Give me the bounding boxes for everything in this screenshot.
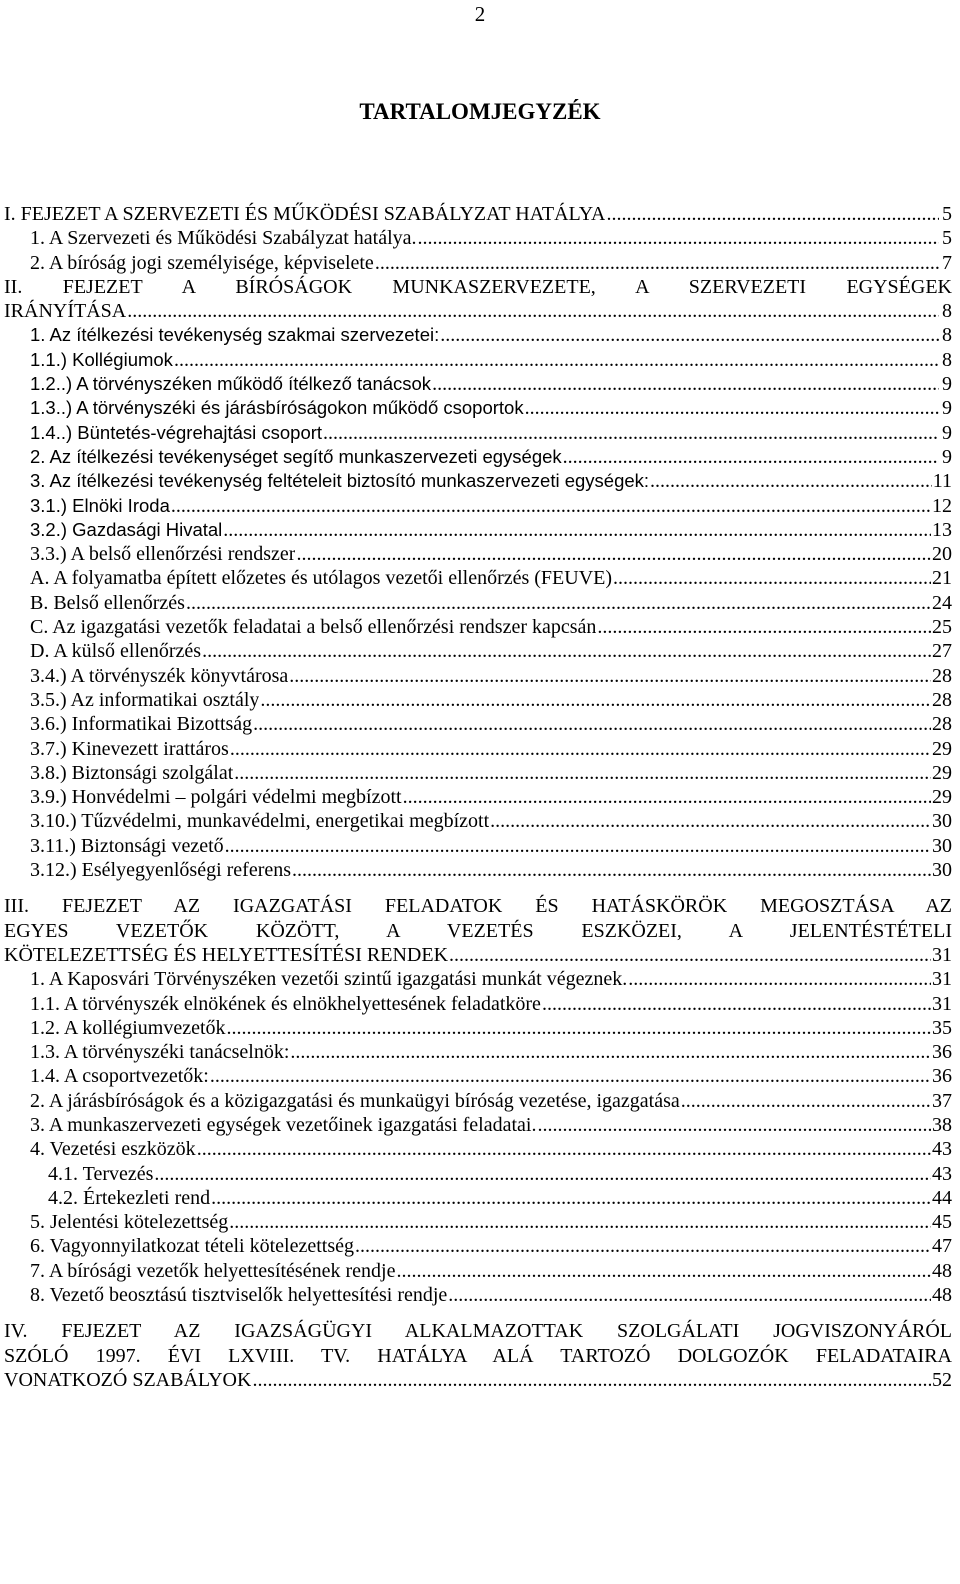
toc-leader-dots <box>597 615 931 639</box>
toc-entry[interactable] <box>4 542 952 566</box>
toc-leader-dots <box>252 1368 931 1392</box>
toc-entry-heading-line[interactable]: II. FEJEZET A BÍRÓSÁGOK MUNKASZERVEZETE, A SZERVEZETI EGYSÉGEK <box>4 275 952 298</box>
toc-entry-page: 36 <box>932 1041 952 1064</box>
toc-entry-page: 37 <box>932 1089 952 1112</box>
toc-entry-label: 3.8.) Biztonsági szolgálat <box>30 761 234 784</box>
toc-leader-dots <box>202 639 931 663</box>
toc-entry[interactable] <box>4 688 952 712</box>
toc-entry[interactable] <box>4 967 952 991</box>
toc-leader-dots <box>223 518 931 542</box>
toc-leader-dots <box>210 1064 931 1088</box>
toc-leader-dots <box>154 1162 931 1186</box>
toc-entry-page: 45 <box>932 1211 952 1234</box>
toc-entry-page: 24 <box>932 591 952 614</box>
toc-entry[interactable] <box>4 1040 952 1064</box>
toc-leader-dots <box>542 992 931 1016</box>
toc-entry-label: 3.10.) Tűzvédelmi, munkavédelmi, energetikai megbízott <box>30 810 490 833</box>
toc-leader-dots <box>355 1234 931 1258</box>
toc-entry-label: 3.3.) A belső ellenőrzési rendszer <box>30 543 296 566</box>
toc-entry-label: 2. Az ítélkezési tevékenységet segítő munkaszervezeti egységek <box>30 445 562 467</box>
toc-entry[interactable] <box>4 664 952 688</box>
toc-entry[interactable] <box>4 348 952 372</box>
toc-entry-heading-line[interactable]: EGYES VEZETŐK KÖZÖTT, A VEZETÉS ESZKÖZEI, A JELENTÉSTÉTELI <box>4 919 952 942</box>
toc-entry-page: 25 <box>932 616 952 639</box>
toc-leader-dots <box>563 445 939 469</box>
toc-entry-heading-line[interactable]: IV. FEJEZET AZ IGAZSÁGÜGYI ALKALMAZOTTAK SZOLGÁLATI JOGVISZONYÁRÓL <box>4 1320 952 1343</box>
toc-leader-dots <box>260 688 931 712</box>
toc-entry[interactable] <box>4 858 952 882</box>
toc-entry[interactable] <box>4 1259 952 1283</box>
toc-leader-dots <box>396 1259 931 1283</box>
toc-entry-label: 1.1.) Kollégiumok <box>30 348 173 370</box>
toc-entry-page: 12 <box>932 494 952 517</box>
toc-entry-label: 2. A bíróság jogi személyisége, képviselete <box>30 251 374 274</box>
toc-entry-page: 44 <box>932 1186 952 1209</box>
toc-leader-dots <box>525 396 939 420</box>
toc-entry[interactable] <box>4 566 952 590</box>
toc-entry-heading-line[interactable]: III. FEJEZET AZ IGAZGATÁSI FELADATOK ÉS HATÁSKÖRÖK MEGOSZTÁSA AZ <box>4 895 952 918</box>
toc-entry[interactable] <box>4 202 952 226</box>
toc-leader-dots <box>227 1016 931 1040</box>
toc-leader-dots <box>234 761 931 785</box>
toc-entry-label: 1. A Kaposvári Törvényszéken vezetői szintű igazgatási munkát végeznek. <box>30 968 628 991</box>
toc-entry-page: 9 <box>942 397 952 420</box>
toc-entry-label: 7. A bírósági vezetők helyettesítésének rendje <box>30 1259 396 1282</box>
toc-entry-label: 3.9.) Honvédelmi – polgári védelmi megbízott <box>30 786 402 809</box>
toc-leader-dots <box>197 1137 931 1161</box>
toc-entry[interactable] <box>4 251 952 275</box>
toc-entry-page: 29 <box>932 761 952 784</box>
toc-entry-page: 28 <box>932 664 952 687</box>
toc-entry-label: 1.3. A törvényszéki tanácselnök: <box>30 1041 290 1064</box>
toc-leader-dots <box>289 664 931 688</box>
toc-entry-page: 5 <box>942 227 952 250</box>
toc-entry-page: 43 <box>932 1162 952 1185</box>
toc-entry-page: 30 <box>932 810 952 833</box>
toc-entry[interactable] <box>4 299 952 323</box>
toc-entry[interactable] <box>4 445 952 469</box>
toc-entry-label: 3. Az ítélkezési tevékenység feltételeit biztosító munkaszervezeti egységek: <box>30 470 650 492</box>
toc-leader-dots <box>418 226 939 250</box>
toc-entry-label: 1.3..) A törvényszéki és járásbíróságokon működő csoportok <box>30 397 524 419</box>
toc-entry-label: 3. A munkaszervezeti egységek vezetőinek igazgatási feladatai. <box>30 1113 537 1136</box>
toc-entry[interactable] <box>4 323 952 347</box>
toc-entry-label: 8. Vezető beosztású tisztviselők helyettesítési rendje <box>30 1284 448 1307</box>
toc-entry-label: 3.4.) A törvényszék könyvtárosa <box>30 664 289 687</box>
toc-entry-label: 4.1. Tervezés <box>48 1162 154 1185</box>
toc-leader-dots <box>432 372 939 396</box>
toc-entry-page: 30 <box>932 859 952 882</box>
toc-entry[interactable] <box>4 615 952 639</box>
toc-entry-heading-line[interactable]: SZÓLÓ 1997. ÉVI LXVIII. TV. HATÁLYA ALÁ TARTOZÓ DOLGOZÓK FELADATAIRA <box>4 1344 952 1367</box>
toc-entry[interactable] <box>4 1064 952 1088</box>
toc-entry[interactable] <box>4 992 952 1016</box>
toc-entry[interactable] <box>4 1283 952 1307</box>
toc-entry-label: D. A külső ellenőrzés <box>30 640 202 663</box>
toc-entry-label: 4. Vezetési eszközök <box>30 1138 196 1161</box>
toc-entry-label: I. FEJEZET A SZERVEZETI ÉS MŰKÖDÉSI SZABÁLYZAT HATÁLYA <box>4 203 606 225</box>
toc-leader-dots <box>296 542 931 566</box>
toc-entry-page: 30 <box>932 834 952 857</box>
toc-leader-dots <box>613 566 931 590</box>
toc-entry[interactable] <box>4 1089 952 1113</box>
toc-leader-dots <box>171 494 931 518</box>
toc-entry-label: VONATKOZÓ SZABÁLYOK <box>4 1368 252 1391</box>
toc-entry-label: 4.2. Értekezleti rend <box>48 1186 211 1209</box>
toc-leader-dots <box>490 809 931 833</box>
toc-entry[interactable] <box>4 785 952 809</box>
toc-leader-dots <box>229 1210 931 1234</box>
toc-leader-dots <box>449 943 931 967</box>
toc-entry-label: 3.6.) Informatikai Bizottság <box>30 713 253 736</box>
toc-entry[interactable] <box>4 1113 952 1137</box>
toc-entry-page: 20 <box>932 543 952 566</box>
toc-entry[interactable] <box>4 1186 952 1210</box>
toc-entry-label: 3.5.) Az informatikai osztály <box>30 688 260 711</box>
toc-entry-page: 36 <box>932 1065 952 1088</box>
toc-entry-label: 1.4..) Büntetés-végrehajtási csoport <box>30 421 323 443</box>
toc-entry[interactable] <box>4 469 952 493</box>
toc-entry-page: 8 <box>942 300 952 323</box>
toc-entry-label: 3.12.) Esélyegyenlőségi referens <box>30 859 292 882</box>
toc-entry-label: 6. Vagyonnyilatkozat tételi kötelezettség <box>30 1235 354 1258</box>
toc-entry-label: 5. Jelentési kötelezettség <box>30 1211 229 1234</box>
toc-entry-page: 11 <box>932 470 952 493</box>
toc-entry[interactable] <box>4 591 952 615</box>
toc-entry-page: 35 <box>932 1016 952 1039</box>
toc-leader-dots <box>225 834 931 858</box>
toc-leader-dots <box>650 469 932 493</box>
toc-leader-dots <box>440 323 939 347</box>
toc-entry-label: 3.11.) Biztonsági vezető <box>30 834 224 857</box>
toc-entry-page: 21 <box>932 567 952 590</box>
toc-entry-page: 38 <box>932 1113 952 1136</box>
toc-entry[interactable] <box>4 809 952 833</box>
toc-entry[interactable] <box>4 1368 952 1392</box>
toc-entry[interactable] <box>4 1210 952 1234</box>
toc-entry[interactable] <box>4 943 952 967</box>
toc-entry-label: KÖTELEZETTSÉG ÉS HELYETTESÍTÉSI RENDEK <box>4 943 449 966</box>
toc-entry-page: 31 <box>932 968 952 991</box>
toc-entry[interactable] <box>4 712 952 736</box>
toc-leader-dots <box>681 1089 931 1113</box>
toc-leader-dots <box>174 348 939 372</box>
toc-entry[interactable] <box>4 372 952 396</box>
toc-leader-dots <box>230 737 931 761</box>
toc-entry-page: 9 <box>942 421 952 444</box>
toc-entry-page: 48 <box>932 1259 952 1282</box>
section-spacer <box>4 882 952 894</box>
toc-entry-label: 1. Az ítélkezési tevékenység szakmai szervezetei: <box>30 324 440 346</box>
toc-entry[interactable] <box>4 396 952 420</box>
toc-entry-label: 1. A Szervezeti és Működési Szabályzat hatálya. <box>30 227 417 250</box>
toc-leader-dots <box>323 421 939 445</box>
table-of-contents <box>4 202 952 1392</box>
toc-entry-page: 31 <box>932 943 952 966</box>
toc-entry-label: 1.4. A csoportvezetők: <box>30 1065 209 1088</box>
toc-entry-page: 28 <box>932 688 952 711</box>
toc-leader-dots <box>403 785 931 809</box>
toc-entry-page: 47 <box>932 1235 952 1258</box>
toc-entry[interactable] <box>4 1137 952 1161</box>
toc-entry-page: 29 <box>932 737 952 760</box>
toc-entry-page: 48 <box>932 1284 952 1307</box>
toc-leader-dots <box>253 712 931 736</box>
toc-entry[interactable] <box>4 494 952 518</box>
toc-entry-page: 52 <box>932 1368 952 1391</box>
toc-leader-dots <box>375 251 939 275</box>
toc-entry-label: 3.2.) Gazdasági Hivatal <box>30 518 223 540</box>
toc-entry-page: 29 <box>932 786 952 809</box>
toc-entry-page: 13 <box>932 518 952 541</box>
toc-leader-dots <box>537 1113 931 1137</box>
toc-entry[interactable] <box>4 518 952 542</box>
toc-entry[interactable] <box>4 226 952 250</box>
toc-entry-label: 3.1.) Elnöki Iroda <box>30 494 170 516</box>
toc-entry[interactable] <box>4 639 952 663</box>
toc-entry[interactable] <box>4 761 952 785</box>
toc-leader-dots <box>448 1283 931 1307</box>
page-number: 2 <box>474 2 486 26</box>
toc-leader-dots <box>290 1040 931 1064</box>
toc-entry-label: 3.7.) Kinevezett irattáros <box>30 737 229 760</box>
toc-entry-label: B. Belső ellenőrzés <box>30 591 185 614</box>
toc-entry-page: 43 <box>932 1138 952 1161</box>
toc-leader-dots <box>186 591 931 615</box>
toc-entry-page: 5 <box>942 203 952 225</box>
toc-entry-page: 9 <box>942 373 952 396</box>
toc-leader-dots <box>606 202 939 226</box>
toc-leader-dots <box>628 967 931 991</box>
toc-entry[interactable] <box>4 421 952 445</box>
toc-entry-page: 27 <box>932 640 952 663</box>
toc-entry-label: C. Az igazgatási vezetők feladatai a belső ellenőrzési rendszer kapcsán <box>30 616 597 639</box>
toc-entry-page: 7 <box>942 251 952 274</box>
toc-entry-page: 8 <box>942 348 952 371</box>
toc-entry-label: 2. A járásbíróságok és a közigazgatási és munkaügyi bíróság vezetése, igazgatása <box>30 1089 680 1112</box>
toc-leader-dots <box>211 1186 931 1210</box>
toc-entry-page: 8 <box>942 324 952 347</box>
toc-entry[interactable] <box>4 1162 952 1186</box>
toc-entry[interactable] <box>4 834 952 858</box>
toc-entry-label: 1.2. A kollégiumvezetők <box>30 1016 226 1039</box>
toc-entry-label: IRÁNYÍTÁSA <box>4 300 127 323</box>
toc-leader-dots <box>292 858 931 882</box>
toc-title: TARTALOMJEGYZÉK <box>359 99 601 124</box>
toc-entry-label: 1.1. A törvényszék elnökének és elnökhelyettesének feladatköre <box>30 992 541 1015</box>
toc-entry-label: A. A folyamatba épített előzetes és utólagos vezetői ellenőrzés (FEUVE) <box>30 567 613 590</box>
toc-entry-label: 1.2..) A törvényszéken működő ítélkező tanácsok <box>30 373 432 395</box>
toc-entry-page: 31 <box>932 992 952 1015</box>
toc-entry[interactable] <box>4 737 952 761</box>
toc-entry[interactable] <box>4 1234 952 1258</box>
toc-entry[interactable] <box>4 1016 952 1040</box>
toc-entry-page: 9 <box>942 445 952 468</box>
toc-leader-dots <box>127 299 939 323</box>
toc-entry-page: 28 <box>932 713 952 736</box>
section-spacer <box>4 1307 952 1319</box>
